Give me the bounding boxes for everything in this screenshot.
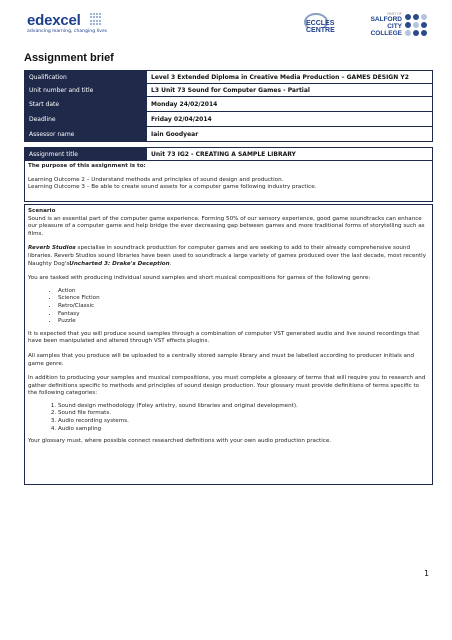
edexcel-logo bbox=[27, 12, 107, 34]
table-row bbox=[25, 71, 433, 84]
eccles-centre-logo bbox=[300, 13, 350, 39]
meta-label: Start date bbox=[25, 97, 147, 112]
learning-outcome-2: Learning Outcome 2 – Understand methods and principles of sound design and production. bbox=[28, 176, 284, 183]
list-item: 4. Audio sampling bbox=[58, 426, 429, 434]
learning-outcome-3: Learning Outcome 3 – Be able to create sound assets for a computer game following industry practice. bbox=[28, 184, 317, 191]
glossary-category-list bbox=[28, 403, 429, 433]
scenario-paragraph: Sound is an essential part of the computer game experience. Forming 50% of our sensory experience, good game soundtracks can enhance our pleasure of a computer game and help bridge the ever decreasing gap between games and more traditional forms of storytelling such as films. bbox=[28, 215, 425, 237]
edexcel-tagline: advancing learning, changing lives bbox=[27, 29, 108, 34]
salford-city-college-logo bbox=[360, 12, 442, 40]
table-row bbox=[25, 127, 433, 142]
scenario-heading: Scenario bbox=[28, 208, 56, 214]
table-row bbox=[25, 84, 433, 97]
page-number: 1 bbox=[424, 569, 430, 578]
company-name: Reverb Studios bbox=[28, 245, 76, 252]
list-item: • Science Fiction bbox=[58, 295, 429, 303]
scenario-paragraph: All samples that you produce will be uploaded to a centrally stored sample library and must be labelled according to producer initials and game genre. bbox=[28, 352, 415, 367]
salford-text: PART OF SALFORD CITY COLLEGE bbox=[370, 12, 402, 37]
assignment-title-label: Assignment title bbox=[25, 148, 147, 161]
list-item: 3. Audio recording systems. bbox=[58, 418, 429, 426]
table-row bbox=[25, 148, 433, 161]
purpose-section bbox=[24, 161, 433, 202]
table-row bbox=[25, 112, 433, 127]
meta-label: Deadline bbox=[25, 112, 147, 127]
scenario-paragraph: In addition to producing your samples and musical compositions, you must complete a glossary of terms that will require you to research and gather definitions specific to methods and principles of sound design production. Your glossary must provide definitions of terms specific to the following categories: bbox=[28, 375, 426, 397]
edexcel-wordmark: edexcel bbox=[27, 12, 81, 29]
list-item: • Puzzle bbox=[58, 318, 429, 326]
meta-value: Level 3 Extended Diploma in Creative Media Production – GAMES DESIGN Y2 bbox=[147, 71, 433, 84]
meta-value: L3 Unit 73 Sound for Computer Games - Partial bbox=[147, 84, 433, 97]
list-item: • Action bbox=[58, 288, 429, 296]
salford-dots-icon bbox=[405, 14, 427, 36]
assignment-title-table bbox=[24, 147, 433, 161]
scenario-paragraph: You are tasked with producing individual sound samples and short musical compositions for games of the following genre: bbox=[28, 275, 371, 282]
list-item: 1. Sound design methodology (Foley artistry, sound libraries and original development). bbox=[58, 403, 429, 411]
genre-list bbox=[28, 288, 429, 326]
assignment-meta-table bbox=[24, 70, 433, 142]
list-item: • Retro/Classic bbox=[58, 303, 429, 311]
scenario-section bbox=[24, 204, 433, 485]
meta-label: Qualification bbox=[25, 71, 147, 84]
page-header bbox=[0, 0, 452, 48]
meta-value: Monday 24/02/2014 bbox=[147, 97, 433, 112]
list-item: • Fantasy bbox=[58, 311, 429, 319]
scenario-paragraph: Your glossary must, where possible connect researched definitions with your own audio production practice. bbox=[28, 438, 332, 445]
game-title: Uncharted 3: Drake's Deception bbox=[69, 260, 170, 267]
meta-value: Friday 02/04/2014 bbox=[147, 112, 433, 127]
table-row bbox=[25, 97, 433, 112]
list-item: 2. Sound file formats. bbox=[58, 410, 429, 418]
meta-label: Unit number and title bbox=[25, 84, 147, 97]
edexcel-grid-icon bbox=[90, 13, 102, 25]
meta-value: Iain Goodyear bbox=[147, 127, 433, 142]
assignment-title-value: Unit 73 IG2 - CREATING A SAMPLE LIBRARY bbox=[147, 148, 433, 161]
meta-label: Assessor name bbox=[25, 127, 147, 142]
scenario-paragraph: Reverb Studios specialise in soundtrack production for computer games and are seeking to add to their already comprehensive sound libraries. Reverb Studios sound libraries have been used to soundtrack a large variety of games produced over the last decade, most recently Naughty Dog'sUncharted 3: Drake's Deception. bbox=[28, 245, 427, 267]
page-title: Assignment brief bbox=[24, 52, 114, 64]
purpose-lead: The purpose of this assignment is to: bbox=[28, 163, 146, 169]
eccles-centre-text: ECCLES CENTRE bbox=[306, 20, 335, 34]
scenario-paragraph: It is expected that you will produce sound samples through a combination of computer VST generated audio and live sound recordings that have been manipulated and altered through VST effects plugins. bbox=[28, 330, 420, 345]
